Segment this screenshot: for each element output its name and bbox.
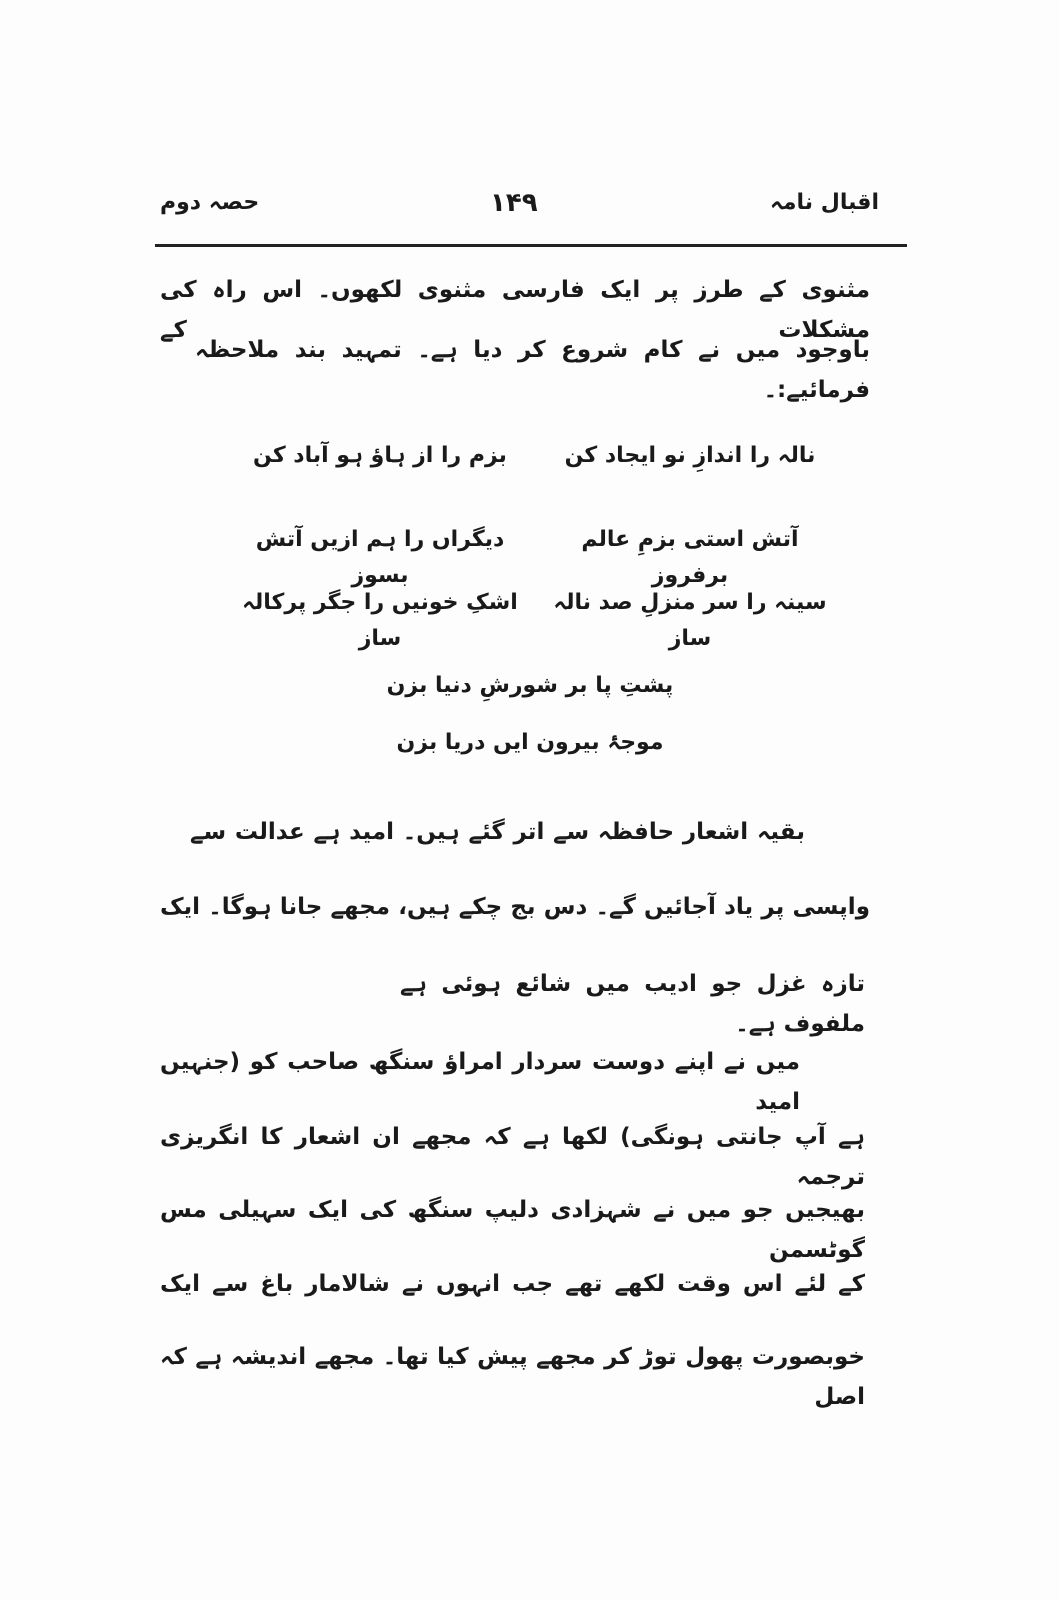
paragraph-line: واپسی پر یاد آجائیں گے۔ دس بج چکے ہیں، مجھے جانا ہوگا۔ ایک [160, 894, 870, 920]
paragraph-line: بقیہ اشعار حافظہ سے اتر گئے ہیں۔ امید ہے عدالت سے [190, 819, 805, 845]
paragraph-line: میں نے اپنے دوست سردار امراؤ سنگھ صاحب کو (جنہیں امید [160, 1049, 800, 1115]
intro-line: باوجود میں نے کام شروع کر دیا ہے۔ تمہید بند ملاحظہ فرمائیے:۔ [195, 337, 870, 403]
section-label: حصہ دوم [160, 190, 260, 215]
paragraph-line: کے لئے اس وقت لکھے تھے جب انہوں نے شالامار باغ سے ایک [160, 1271, 865, 1297]
paragraph-line: بھیجیں جو میں نے شہزادی دلیپ سنگھ کی ایک سہیلی مس گوٹسمن [160, 1197, 865, 1263]
verse-second-hemistich: بزم را از ہاؤ ہو آباد کن [253, 443, 507, 468]
verse-first-hemistich: آتش استی بزمِ عالم برفروز [581, 527, 799, 588]
closing-couplet-line: پشتِ پا بر شورشِ دنیا بزن [386, 673, 674, 698]
verse-first-hemistich: نالہ را اندازِ نو ایجاد کن [564, 443, 816, 468]
verse-second-hemistich: اشکِ خونیں را جگر پرکالہ ساز [242, 590, 518, 651]
header-rule [155, 244, 907, 247]
paragraph-line: ہے آپ جانتی ہونگی) لکھا ہے کہ مجھے ان اشعار کا انگریزی ترجمہ [160, 1124, 865, 1190]
running-title: اقبال نامہ [770, 190, 879, 215]
verse-first-hemistich: سینہ را سر منزلِ صد نالہ ساز [553, 590, 827, 651]
verse-second-hemistich: دیگراں را ہم ازیں آتش بسوز [255, 527, 505, 588]
paragraph-line: خوبصورت پھول توڑ کر مجھے پیش کیا تھا۔ مجھے اندیشہ ہے کہ اصل [160, 1344, 865, 1410]
intro-line: مثنوی کے طرز پر ایک فارسی مثنوی لکھوں۔ اس راہ کی مشکلات کے [160, 277, 870, 343]
closing-couplet-line: موجۂ بیرون ایں دریا بزن [396, 730, 664, 755]
paragraph-line: تازہ غزل جو ادیب میں شائع ہوئی ہے ملفوف ہے۔ [400, 971, 865, 1037]
page-number: ۱۴۹ [490, 188, 538, 218]
